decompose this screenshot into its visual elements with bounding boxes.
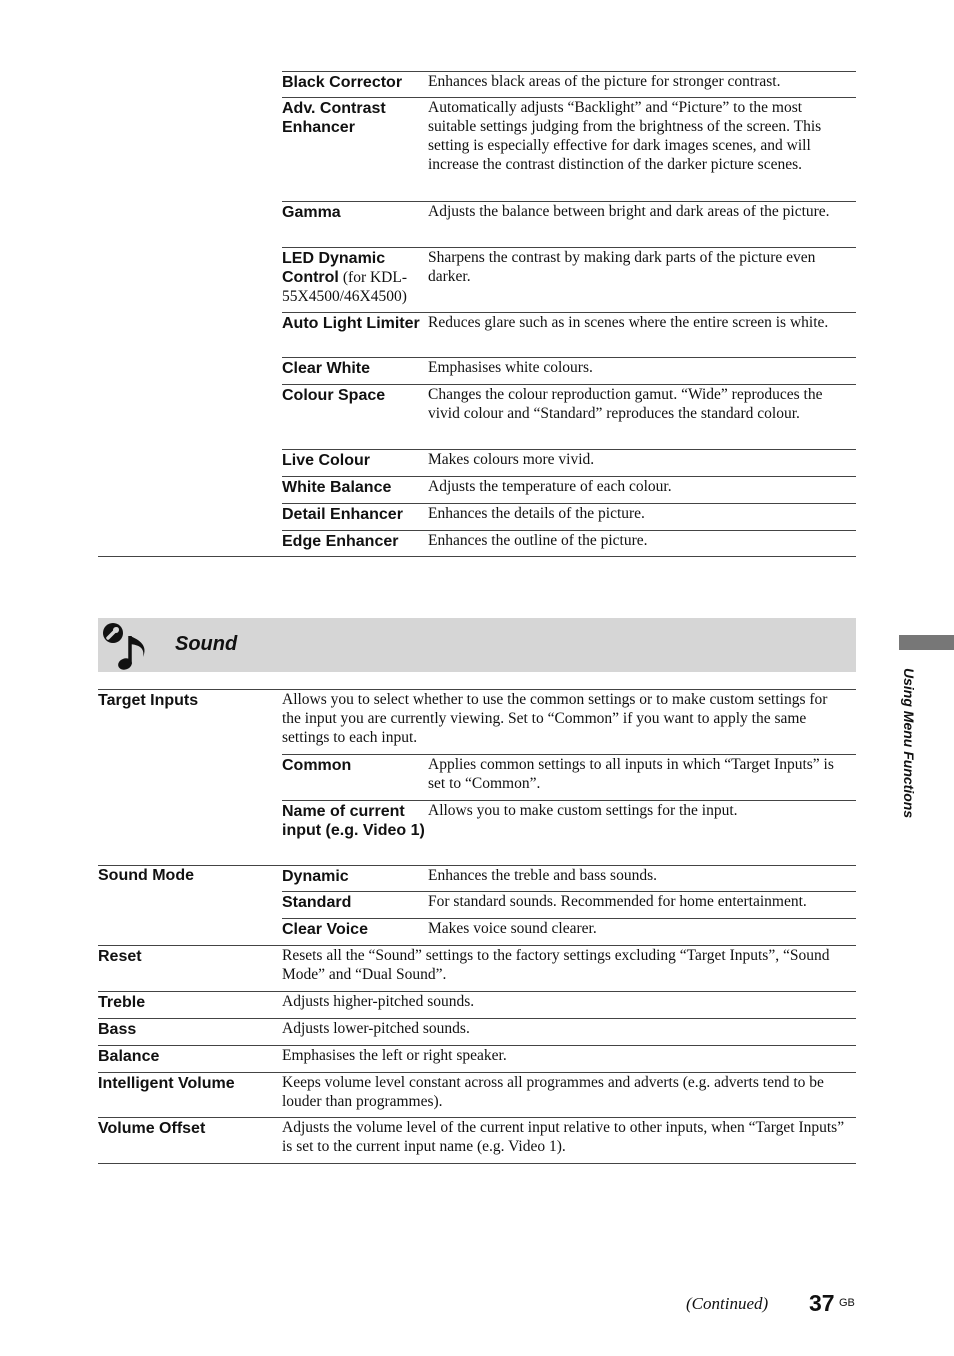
option-name: Name of current input (e.g. Video 1) bbox=[282, 803, 425, 839]
sub-option-row bbox=[282, 918, 856, 945]
setting-description: Reduces glare such as in scenes where the entire screen is white. bbox=[428, 314, 829, 331]
page-number: 37 bbox=[809, 1290, 835, 1316]
setting-description: Adjusts lower-pitched sounds. bbox=[282, 1020, 470, 1037]
table-row bbox=[282, 476, 856, 503]
setting-name: Bass bbox=[98, 1021, 137, 1038]
setting-name: Detail Enhancer bbox=[282, 506, 403, 523]
table-bottom-rule bbox=[98, 556, 856, 557]
table-row bbox=[282, 449, 856, 476]
sub-option-row bbox=[282, 865, 856, 892]
setting-name: Black Corrector bbox=[282, 74, 403, 91]
setting-description: Adjusts the balance between bright and dark areas of the picture. bbox=[428, 203, 830, 220]
setting-description: Emphasises the left or right speaker. bbox=[282, 1047, 507, 1064]
setting-name: Adv. Contrast Enhancer bbox=[282, 100, 386, 136]
setting-description: Adjusts the temperature of each colour. bbox=[428, 478, 672, 495]
setting-name: LED Dynamic Control bbox=[282, 250, 386, 286]
model-note: (for KDL-55X4500/46X4500) bbox=[282, 269, 408, 305]
table-row bbox=[98, 945, 856, 991]
setting-description: Resets all the “Sound” settings to the factory settings excluding “Target Inputs”, “Sound Mode” and “Dual Sound”. bbox=[282, 947, 830, 983]
table-row bbox=[282, 71, 856, 97]
option-description: Allows you to make custom settings for the input. bbox=[428, 802, 738, 819]
setting-name: Edge Enhancer bbox=[282, 533, 399, 550]
table-row bbox=[282, 247, 856, 312]
option-description: Applies common settings to all inputs in which “Target Inputs” is set to “Common”. bbox=[428, 756, 834, 792]
setting-name: Live Colour bbox=[282, 452, 371, 469]
chapter-label bbox=[899, 668, 919, 858]
table-row bbox=[282, 312, 856, 357]
table-row bbox=[282, 357, 856, 384]
setting-description: Allows you to select whether to use the common settings or to make custom settings for the input you are currently viewing. Set to “Common” if you want to apply the same settings to each input. bbox=[282, 691, 828, 746]
setting-description: Keeps volume level constant across all programmes and adverts (e.g. adverts tend to be louder than programmes). bbox=[282, 1074, 824, 1110]
setting-name: Balance bbox=[98, 1048, 160, 1065]
sub-option-row bbox=[282, 891, 856, 918]
option-name: Dynamic bbox=[282, 868, 349, 885]
setting-description: Emphasises white colours. bbox=[428, 359, 593, 376]
table-row bbox=[98, 1072, 856, 1117]
chapter-tab-marker bbox=[899, 635, 954, 650]
table-row bbox=[98, 991, 856, 1018]
setting-description: Enhances the details of the picture. bbox=[428, 505, 645, 522]
table-row bbox=[98, 1045, 856, 1072]
setting-description: Changes the colour reproduction gamut. “Wide” reproduces the vivid colour and “Standard” reproduces the standard colour. bbox=[428, 386, 823, 422]
table-row bbox=[282, 201, 856, 247]
setting-description: Enhances the outline of the picture. bbox=[428, 532, 648, 549]
wrench-music-note-icon bbox=[100, 620, 156, 672]
table-row bbox=[282, 384, 856, 449]
setting-description: Adjusts the volume level of the current input relative to other inputs, when “Target Inputs” is set to the current input name (e.g. Video 1). bbox=[282, 1119, 845, 1155]
option-name: Clear Voice bbox=[282, 921, 368, 938]
table-row bbox=[98, 1117, 856, 1163]
setting-name: Volume Offset bbox=[98, 1120, 206, 1137]
setting-name: Clear White bbox=[282, 360, 371, 377]
setting-name-cell bbox=[282, 248, 428, 312]
option-description: For standard sounds. Recommended for home entertainment. bbox=[428, 893, 807, 910]
continued-note: (Continued) bbox=[686, 1294, 769, 1313]
option-name: Standard bbox=[282, 894, 352, 911]
setting-description: Enhances black areas of the picture for stronger contrast. bbox=[428, 73, 781, 90]
setting-description: Adjusts higher-pitched sounds. bbox=[282, 993, 475, 1010]
setting-name: Auto Light Limiter bbox=[282, 315, 420, 332]
table-row bbox=[98, 1018, 856, 1045]
setting-name: Reset bbox=[98, 948, 142, 965]
option-description: Enhances the treble and bass sounds. bbox=[428, 867, 657, 884]
sub-option-row bbox=[282, 754, 856, 800]
chapter-label-text: Using Menu Functions bbox=[901, 668, 917, 819]
page-suffix: GB bbox=[839, 1297, 855, 1309]
setting-description: Automatically adjusts “Backlight” and “Picture” to the most suitable settings judging from the brightness of the screen. This setting is especially effective for dark images scenes, and will increase the contrast distinction of the darker picture scenes. bbox=[428, 99, 822, 173]
setting-name: Colour Space bbox=[282, 387, 386, 404]
setting-description: Sharpens the contrast by making dark parts of the picture even darker. bbox=[428, 249, 816, 285]
option-name: Common bbox=[282, 757, 352, 774]
section-title: Sound bbox=[175, 633, 238, 655]
table-bottom-rule bbox=[98, 1163, 856, 1164]
table-row bbox=[282, 503, 856, 530]
setting-name: Intelligent Volume bbox=[98, 1075, 235, 1092]
setting-name: White Balance bbox=[282, 479, 392, 496]
setting-name: Sound Mode bbox=[98, 867, 194, 884]
sub-option-row bbox=[282, 800, 856, 865]
setting-name: Target Inputs bbox=[98, 692, 199, 709]
setting-name: Treble bbox=[98, 994, 146, 1011]
table-row bbox=[282, 530, 856, 556]
option-description: Makes voice sound clearer. bbox=[428, 920, 597, 937]
setting-name: Gamma bbox=[282, 204, 341, 221]
setting-description: Makes colours more vivid. bbox=[428, 451, 595, 468]
table-row bbox=[282, 97, 856, 201]
table-row bbox=[98, 689, 856, 755]
